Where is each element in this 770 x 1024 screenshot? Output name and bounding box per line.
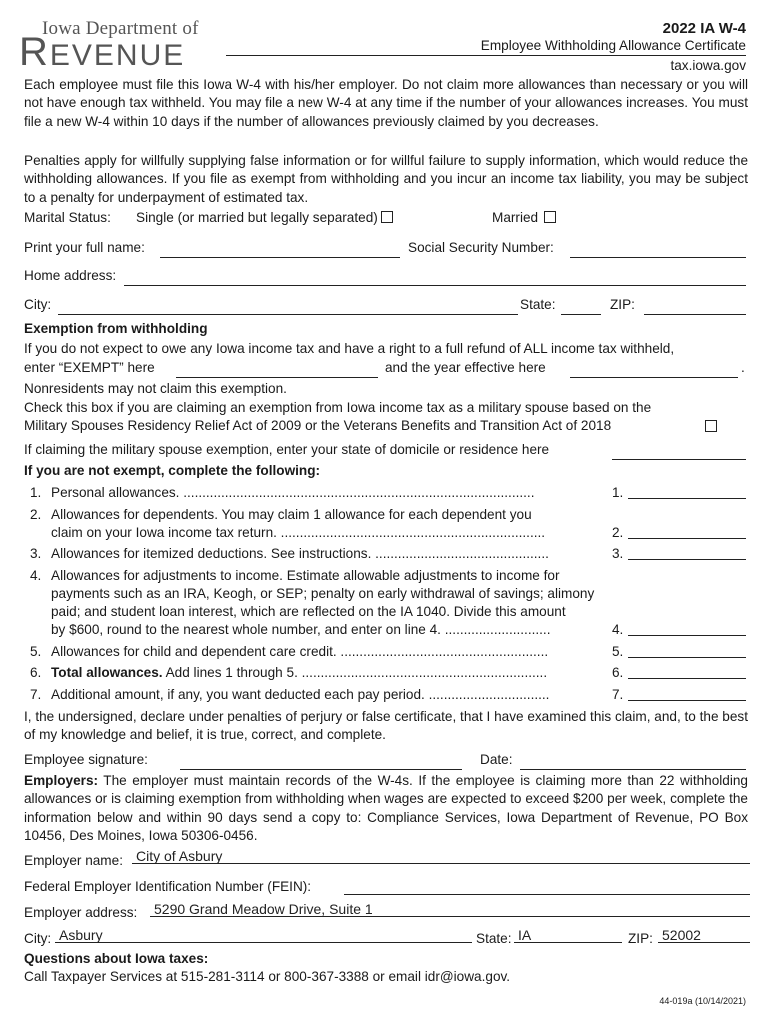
city-label: City:	[24, 297, 52, 312]
allowance-input-3[interactable]	[628, 545, 746, 560]
form-title: Employee Withholding Allowance Certificate	[480, 38, 746, 53]
employer-name-label: Employer name:	[24, 853, 123, 868]
allowance-input-6[interactable]	[628, 664, 746, 679]
allowance-input-7[interactable]	[628, 686, 746, 701]
domicile-input[interactable]	[612, 445, 746, 460]
allowance-text-4d: by $600, round to the nearest whole number, and enter on line 4. ............................	[51, 622, 551, 637]
questions-text: Call Taxpayer Services at 515-281-3114 or 800-367-3388 or email idr@iowa.gov.	[24, 969, 511, 984]
allowance-text-4: Allowances for adjustments to income. Estimate allowable adjustments to income for	[51, 568, 560, 583]
employer-address-input[interactable]: 5290 Grand Meadow Drive, Suite 1	[150, 902, 750, 917]
employer-address-label: Employer address:	[24, 905, 138, 920]
allowance-input-1[interactable]	[628, 484, 746, 499]
enter-exempt-label: enter “EXEMPT” here	[24, 360, 155, 375]
allowance-num-4: 4.	[30, 568, 42, 583]
employer-city-input[interactable]: Asbury	[55, 928, 472, 943]
allowance-text-7: Additional amount, if any, you want deducted each pay period. ................................	[51, 687, 550, 702]
married-label: Married	[492, 210, 539, 225]
total-allowances-text: Add lines 1 through 5. .................................................................	[162, 665, 548, 680]
date-label: Date:	[480, 752, 513, 767]
ssn-label: Social Security Number:	[408, 240, 554, 255]
intro-paragraph-2: Penalties apply for willfully supplying false information or for willful failure to supply information, which would reduce the withholding allowances. If you file as exempt from withholding and you incur an income tax liability, you may be subject to a penalty for underpayment of estimated tax.	[24, 153, 748, 205]
allowance-text-6	[51, 665, 611, 680]
questions-heading: Questions about Iowa taxes:	[24, 951, 209, 966]
year-effective-label: and the year effective here	[385, 360, 546, 375]
fein-input[interactable]	[344, 880, 750, 895]
allowance-text-3: Allowances for itemized deductions. See instructions. ..............................................	[51, 546, 549, 561]
allowance-text-2: Allowances for dependents. You may claim 1 allowance for each dependent you	[51, 507, 532, 522]
allowance-num-6: 6.	[30, 665, 42, 680]
form-code: 44-019a (10/14/2021)	[659, 996, 746, 1006]
single-option[interactable]	[136, 210, 393, 225]
allowance-text-4b: payments such as an IRA, Keogh, or SEP; penalty on early withdrawal of savings; alimony	[51, 586, 595, 601]
allowances-heading: If you are not exempt, complete the following:	[24, 463, 321, 478]
zip-input[interactable]	[644, 300, 746, 315]
allowance-ref-5: 5.	[612, 644, 624, 659]
exemption-heading: Exemption from withholding	[24, 321, 208, 336]
employers-paragraph	[24, 772, 748, 845]
full-name-label: Print your full name:	[24, 240, 145, 255]
signature-input[interactable]	[180, 755, 462, 770]
allowance-ref-3: 3.	[612, 546, 624, 561]
fein-label: Federal Employer Identification Number (FEIN):	[24, 879, 312, 894]
allowance-ref-4: 4.	[612, 622, 624, 637]
logo-department: Iowa Department of	[42, 18, 199, 39]
form-number: 2022 IA W-4	[662, 20, 746, 37]
allowance-ref-2: 2.	[612, 525, 624, 540]
allowance-num-1: 1.	[30, 485, 42, 500]
allowance-input-5[interactable]	[628, 643, 746, 658]
allowance-num-3: 3.	[30, 546, 42, 561]
allowance-text-1: Personal allowances. .............................................................................................	[51, 485, 535, 500]
allowance-ref-7: 7.	[612, 687, 624, 702]
employers-heading: Employers:	[24, 773, 99, 788]
state-label: State:	[520, 297, 556, 312]
employer-zip-input[interactable]: 52002	[658, 928, 750, 943]
allowance-num-2: 2.	[30, 507, 42, 522]
military-line-1: Check this box if you are claiming an exemption from Iowa income tax as a military spouse based on the	[24, 400, 652, 415]
city-input[interactable]	[58, 300, 518, 315]
employer-zip-label: ZIP:	[628, 931, 653, 946]
employer-name-input[interactable]: City of Asbury	[132, 849, 750, 864]
employer-city-label: City:	[24, 931, 52, 946]
allowance-text-4c: paid; and student loan interest, which are reflected on the IA 1040. Divide this amount	[51, 604, 566, 619]
domicile-label: If claiming the military spouse exemption, enter your state of domicile or residence here	[24, 442, 550, 457]
exempt-input[interactable]	[176, 363, 378, 378]
date-input[interactable]	[520, 755, 746, 770]
single-checkbox[interactable]	[381, 211, 393, 223]
military-line-2: Military Spouses Residency Relief Act of 2009 or the Veterans Benefits and Transition Act of 2018	[24, 418, 612, 433]
employer-state-input[interactable]: IA	[514, 928, 622, 943]
ssn-input[interactable]	[570, 243, 746, 258]
total-allowances-label: Total allowances.	[51, 665, 163, 680]
logo-revenue: REVENUE	[19, 30, 186, 74]
marital-status-label: Marital Status:	[24, 210, 111, 225]
year-effective-input[interactable]	[570, 363, 738, 378]
exemption-line-1: If you do not expect to owe any Iowa income tax and have a right to a full refund of ALL income tax withheld,	[24, 341, 675, 356]
zip-label: ZIP:	[610, 297, 635, 312]
state-input[interactable]	[561, 300, 601, 315]
intro-paragraph-1: Each employee must file this Iowa W-4 with his/her employer. Do not claim more allowances than necessary or you will not have enough tax withheld. You may file a new W-4 at any time if the number of your allowances increases. You must file a new W-4 within 10 days if the number of allowances previously claimed by you decreases.	[24, 77, 748, 129]
allowance-input-4[interactable]	[628, 621, 746, 636]
declaration-text: I, the undersigned, declare under penalties of perjury or false certificate, that I have examined this claim, and, to the best of my knowledge and belief, it is true, correct, and complete.	[24, 709, 748, 743]
home-address-input[interactable]	[124, 271, 746, 286]
signature-label: Employee signature:	[24, 752, 148, 767]
allowance-text-2b: claim on your Iowa income tax return. ......................................................................	[51, 525, 546, 540]
allowance-input-2[interactable]	[628, 524, 746, 539]
allowance-ref-1: 1.	[612, 485, 624, 500]
nonresidents-note: Nonresidents may not claim this exemption.	[24, 381, 287, 396]
allowance-num-7: 7.	[30, 687, 42, 702]
website: tax.iowa.gov	[670, 58, 746, 73]
married-option[interactable]	[492, 210, 556, 225]
employers-text: The employer must maintain records of the W-4s. If the employee is claiming more than 22 withholding allowances or is claiming exemption from withholding when wages are expected to exceed $200 per week, complete the information below and within 90 days send a copy to: Compliance Services, Iowa Department of Revenue, PO Box 10456, Des Moines, Iowa 50306-0456.	[24, 773, 748, 843]
home-address-label: Home address:	[24, 268, 117, 283]
allowance-num-5: 5.	[30, 644, 42, 659]
title-rule	[226, 55, 746, 56]
allowance-ref-6: 6.	[612, 665, 624, 680]
allowance-text-5: Allowances for child and dependent care credit. .......................................................	[51, 644, 549, 659]
employer-state-label: State:	[476, 931, 512, 946]
year-period: .	[741, 360, 745, 375]
military-spouse-checkbox[interactable]	[705, 420, 717, 432]
married-checkbox[interactable]	[544, 211, 556, 223]
single-label: Single (or married but legally separated)	[136, 210, 378, 225]
full-name-input[interactable]	[160, 243, 400, 258]
